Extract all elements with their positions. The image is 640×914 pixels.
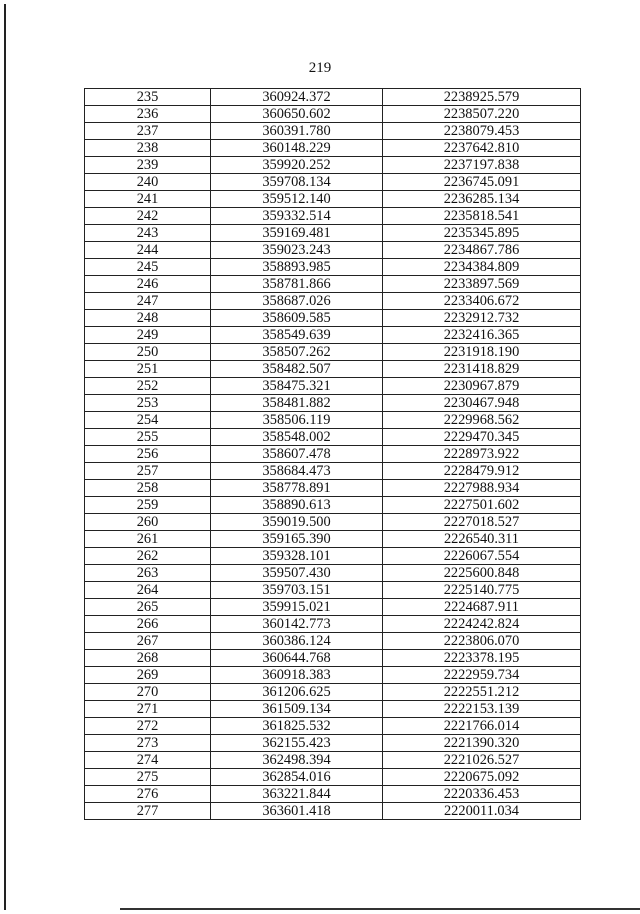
point-number-cell: 240 — [85, 174, 211, 191]
y-coordinate-cell: 2228479.912 — [383, 463, 581, 480]
point-number-cell: 246 — [85, 276, 211, 293]
point-number-cell: 272 — [85, 718, 211, 735]
point-number-cell: 251 — [85, 361, 211, 378]
y-coordinate-cell: 2220011.034 — [383, 803, 581, 820]
y-coordinate-cell: 2238507.220 — [383, 106, 581, 123]
x-coordinate-cell: 358481.882 — [211, 395, 383, 412]
table-row — [85, 752, 581, 769]
y-coordinate-cell: 2222959.734 — [383, 667, 581, 684]
point-number-cell: 236 — [85, 106, 211, 123]
point-number-cell: 267 — [85, 633, 211, 650]
point-number-cell: 268 — [85, 650, 211, 667]
y-coordinate-cell: 2230467.948 — [383, 395, 581, 412]
point-number-cell: 244 — [85, 242, 211, 259]
x-coordinate-cell: 360644.768 — [211, 650, 383, 667]
point-number-cell: 262 — [85, 548, 211, 565]
point-number-cell: 274 — [85, 752, 211, 769]
y-coordinate-cell: 2231418.829 — [383, 361, 581, 378]
table-row — [85, 650, 581, 667]
x-coordinate-cell: 358482.507 — [211, 361, 383, 378]
table-row — [85, 293, 581, 310]
point-number-cell: 270 — [85, 684, 211, 701]
point-number-cell: 273 — [85, 735, 211, 752]
x-coordinate-cell: 359023.243 — [211, 242, 383, 259]
table-row — [85, 327, 581, 344]
point-number-cell: 239 — [85, 157, 211, 174]
y-coordinate-cell: 2237197.838 — [383, 157, 581, 174]
table-row — [85, 735, 581, 752]
point-number-cell: 238 — [85, 140, 211, 157]
point-number-cell: 250 — [85, 344, 211, 361]
y-coordinate-cell: 2222153.139 — [383, 701, 581, 718]
x-coordinate-cell: 358687.026 — [211, 293, 383, 310]
table-row — [85, 582, 581, 599]
table-row — [85, 565, 581, 582]
x-coordinate-cell: 358548.002 — [211, 429, 383, 446]
table-row — [85, 429, 581, 446]
y-coordinate-cell: 2231918.190 — [383, 344, 581, 361]
point-number-cell: 265 — [85, 599, 211, 616]
point-number-cell: 247 — [85, 293, 211, 310]
table-row — [85, 463, 581, 480]
y-coordinate-cell: 2225600.848 — [383, 565, 581, 582]
point-number-cell: 264 — [85, 582, 211, 599]
y-coordinate-cell: 2234384.809 — [383, 259, 581, 276]
y-coordinate-cell: 2224242.824 — [383, 616, 581, 633]
table-row — [85, 276, 581, 293]
x-coordinate-cell: 360148.229 — [211, 140, 383, 157]
point-number-cell: 242 — [85, 208, 211, 225]
point-number-cell: 275 — [85, 769, 211, 786]
y-coordinate-cell: 2221766.014 — [383, 718, 581, 735]
y-coordinate-cell: 2229968.562 — [383, 412, 581, 429]
x-coordinate-cell: 358475.321 — [211, 378, 383, 395]
table-row — [85, 259, 581, 276]
scan-border-bottom — [120, 908, 640, 910]
y-coordinate-cell: 2233406.672 — [383, 293, 581, 310]
table-row — [85, 344, 581, 361]
table-row — [85, 225, 581, 242]
point-number-cell: 254 — [85, 412, 211, 429]
table-row — [85, 599, 581, 616]
x-coordinate-cell: 358609.585 — [211, 310, 383, 327]
x-coordinate-cell: 360924.372 — [211, 89, 383, 106]
y-coordinate-cell: 2226540.311 — [383, 531, 581, 548]
table-row — [85, 633, 581, 650]
table-row — [85, 361, 581, 378]
x-coordinate-cell: 360918.383 — [211, 667, 383, 684]
point-number-cell: 257 — [85, 463, 211, 480]
table-row — [85, 786, 581, 803]
x-coordinate-cell: 358549.639 — [211, 327, 383, 344]
point-number-cell: 259 — [85, 497, 211, 514]
coordinate-table-body — [85, 89, 581, 820]
table-row — [85, 616, 581, 633]
y-coordinate-cell: 2233897.569 — [383, 276, 581, 293]
table-row — [85, 531, 581, 548]
y-coordinate-cell: 2238079.453 — [383, 123, 581, 140]
coordinate-table — [84, 88, 581, 820]
point-number-cell: 249 — [85, 327, 211, 344]
point-number-cell: 266 — [85, 616, 211, 633]
y-coordinate-cell: 2223806.070 — [383, 633, 581, 650]
x-coordinate-cell: 359703.151 — [211, 582, 383, 599]
x-coordinate-cell: 358506.119 — [211, 412, 383, 429]
x-coordinate-cell: 359920.252 — [211, 157, 383, 174]
y-coordinate-cell: 2229470.345 — [383, 429, 581, 446]
y-coordinate-cell: 2227018.527 — [383, 514, 581, 531]
y-coordinate-cell: 2221390.320 — [383, 735, 581, 752]
point-number-cell: 258 — [85, 480, 211, 497]
table-row — [85, 174, 581, 191]
point-number-cell: 260 — [85, 514, 211, 531]
table-row — [85, 684, 581, 701]
point-number-cell: 271 — [85, 701, 211, 718]
y-coordinate-cell: 2232416.365 — [383, 327, 581, 344]
x-coordinate-cell: 358607.478 — [211, 446, 383, 463]
table-row — [85, 310, 581, 327]
point-number-cell: 277 — [85, 803, 211, 820]
point-number-cell: 263 — [85, 565, 211, 582]
point-number-cell: 261 — [85, 531, 211, 548]
table-row — [85, 395, 581, 412]
x-coordinate-cell: 359019.500 — [211, 514, 383, 531]
table-row — [85, 89, 581, 106]
table-row — [85, 514, 581, 531]
table-row — [85, 480, 581, 497]
x-coordinate-cell: 361825.532 — [211, 718, 383, 735]
table-row — [85, 106, 581, 123]
point-number-cell: 276 — [85, 786, 211, 803]
y-coordinate-cell: 2225140.775 — [383, 582, 581, 599]
y-coordinate-cell: 2220336.453 — [383, 786, 581, 803]
y-coordinate-cell: 2238925.579 — [383, 89, 581, 106]
x-coordinate-cell: 359507.430 — [211, 565, 383, 582]
x-coordinate-cell: 358781.866 — [211, 276, 383, 293]
y-coordinate-cell: 2236285.134 — [383, 191, 581, 208]
x-coordinate-cell: 362854.016 — [211, 769, 383, 786]
point-number-cell: 269 — [85, 667, 211, 684]
x-coordinate-cell: 360386.124 — [211, 633, 383, 650]
point-number-cell: 243 — [85, 225, 211, 242]
y-coordinate-cell: 2224687.911 — [383, 599, 581, 616]
table-row — [85, 548, 581, 565]
x-coordinate-cell: 358890.613 — [211, 497, 383, 514]
y-coordinate-cell: 2230967.879 — [383, 378, 581, 395]
table-row — [85, 701, 581, 718]
x-coordinate-cell: 359332.514 — [211, 208, 383, 225]
table-row — [85, 667, 581, 684]
x-coordinate-cell: 359708.134 — [211, 174, 383, 191]
x-coordinate-cell: 361509.134 — [211, 701, 383, 718]
table-row — [85, 208, 581, 225]
x-coordinate-cell: 358684.473 — [211, 463, 383, 480]
x-coordinate-cell: 360650.602 — [211, 106, 383, 123]
x-coordinate-cell: 363221.844 — [211, 786, 383, 803]
y-coordinate-cell: 2226067.554 — [383, 548, 581, 565]
x-coordinate-cell: 360142.773 — [211, 616, 383, 633]
x-coordinate-cell: 359328.101 — [211, 548, 383, 565]
table-row — [85, 803, 581, 820]
point-number-cell: 248 — [85, 310, 211, 327]
x-coordinate-cell: 363601.418 — [211, 803, 383, 820]
y-coordinate-cell: 2236745.091 — [383, 174, 581, 191]
y-coordinate-cell: 2228973.922 — [383, 446, 581, 463]
point-number-cell: 255 — [85, 429, 211, 446]
x-coordinate-cell: 358778.891 — [211, 480, 383, 497]
y-coordinate-cell: 2222551.212 — [383, 684, 581, 701]
table-row — [85, 769, 581, 786]
point-number-cell: 237 — [85, 123, 211, 140]
scan-border-left — [4, 4, 6, 910]
y-coordinate-cell: 2232912.732 — [383, 310, 581, 327]
table-row — [85, 718, 581, 735]
x-coordinate-cell: 360391.780 — [211, 123, 383, 140]
y-coordinate-cell: 2235345.895 — [383, 225, 581, 242]
point-number-cell: 256 — [85, 446, 211, 463]
table-row — [85, 242, 581, 259]
x-coordinate-cell: 362498.394 — [211, 752, 383, 769]
y-coordinate-cell: 2227988.934 — [383, 480, 581, 497]
x-coordinate-cell: 358507.262 — [211, 344, 383, 361]
x-coordinate-cell: 361206.625 — [211, 684, 383, 701]
x-coordinate-cell: 359512.140 — [211, 191, 383, 208]
table-row — [85, 140, 581, 157]
x-coordinate-cell: 362155.423 — [211, 735, 383, 752]
table-row — [85, 446, 581, 463]
x-coordinate-cell: 359915.021 — [211, 599, 383, 616]
point-number-cell: 235 — [85, 89, 211, 106]
y-coordinate-cell: 2227501.602 — [383, 497, 581, 514]
point-number-cell: 245 — [85, 259, 211, 276]
x-coordinate-cell: 358893.985 — [211, 259, 383, 276]
table-row — [85, 412, 581, 429]
table-row — [85, 157, 581, 174]
point-number-cell: 253 — [85, 395, 211, 412]
x-coordinate-cell: 359169.481 — [211, 225, 383, 242]
point-number-cell: 252 — [85, 378, 211, 395]
page-number: 219 — [308, 60, 332, 76]
y-coordinate-cell: 2223378.195 — [383, 650, 581, 667]
table-row — [85, 123, 581, 140]
y-coordinate-cell: 2235818.541 — [383, 208, 581, 225]
y-coordinate-cell: 2220675.092 — [383, 769, 581, 786]
y-coordinate-cell: 2237642.810 — [383, 140, 581, 157]
y-coordinate-cell: 2221026.527 — [383, 752, 581, 769]
table-row — [85, 378, 581, 395]
y-coordinate-cell: 2234867.786 — [383, 242, 581, 259]
table-row — [85, 191, 581, 208]
x-coordinate-cell: 359165.390 — [211, 531, 383, 548]
table-row — [85, 497, 581, 514]
point-number-cell: 241 — [85, 191, 211, 208]
